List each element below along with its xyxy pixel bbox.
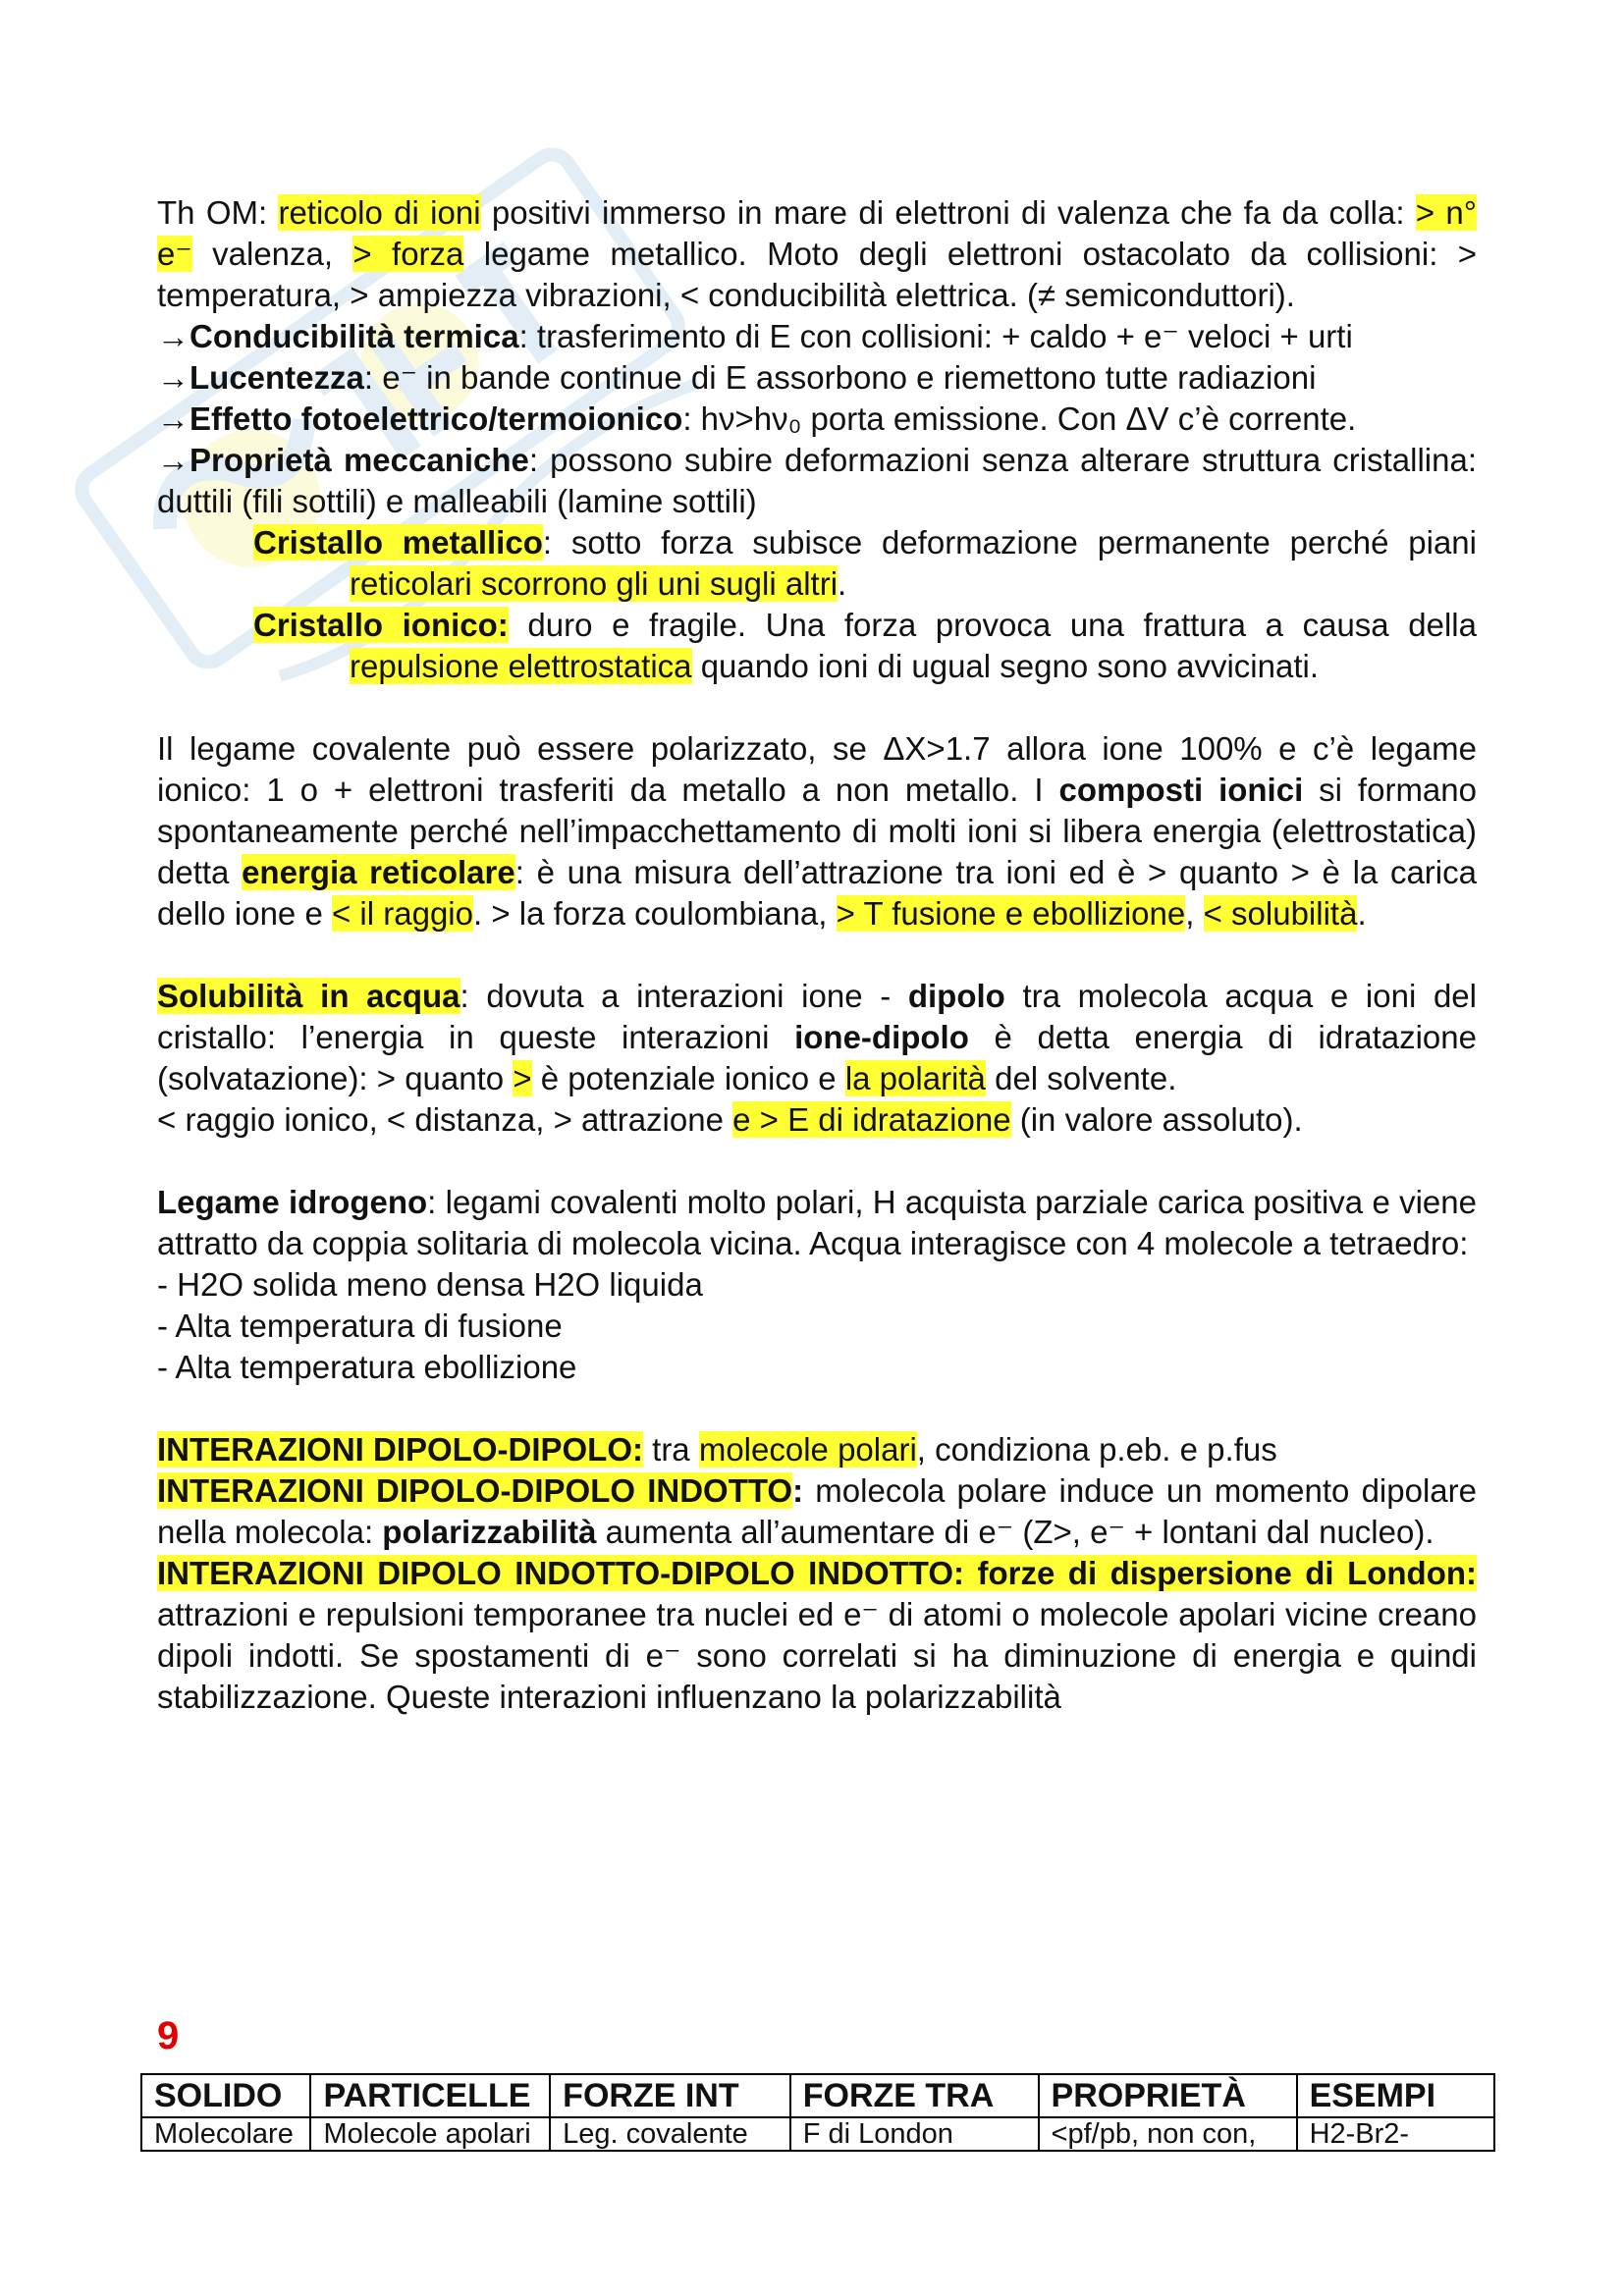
item-conducibilita: →Conducibilità termica: trasferimento di E con collisioni: + caldo + e⁻ veloci + urti — [157, 318, 1353, 354]
paragraph-solubilita: Solubilità in acqua: dovuta a interazioni ione - dipolo tra molecola acqua e ioni del cristallo: l’energia in queste interazioni ione-dipolo è detta energia di idratazione (solvatazione): > quanto > è potenziale ionico e la polarità del solvente. — [157, 978, 1477, 1096]
highlight: e > E di idratazione — [732, 1101, 1011, 1138]
highlight: energia reticolare — [242, 854, 515, 890]
highlight: : forze di dispersione di London: — [953, 1555, 1478, 1591]
list-item: - Alta temperatura di fusione — [157, 1308, 563, 1344]
table-cell: F di London — [790, 2117, 1039, 2151]
page-number: 9 — [157, 2014, 180, 2057]
item-proprieta-meccaniche: →Proprietà meccaniche: possono subire deformazioni senza alterare struttura cristallina: duttili (fili sottili) e malleabili (lamine sottili) — [157, 442, 1477, 519]
highlight: < il raggio — [331, 895, 473, 932]
arrow-icon: → — [157, 400, 189, 437]
highlight: Solubilità in acqua — [157, 978, 460, 1014]
highlight: > forza — [352, 236, 464, 272]
table-cell: Molecolare — [141, 2117, 310, 2151]
highlight: la polarità — [844, 1060, 986, 1096]
highlight: INTERAZIONI DIPOLO INDOTTO-DIPOLO INDOTTO — [157, 1555, 954, 1591]
arrow-icon: → — [157, 442, 189, 478]
highlight: > n° e⁻ — [157, 194, 1477, 272]
table-header: SOLIDO — [141, 2074, 310, 2117]
list-item: - Alta temperatura ebollizione — [157, 1349, 577, 1385]
paragraph-solubilita-2: < raggio ionico, < distanza, > attrazione e > E di idratazione (in valore assoluto). — [157, 1101, 1303, 1138]
highlight: INTERAZIONI DIPOLO-DIPOLO: — [157, 1431, 643, 1468]
table-header: PROPRIETÀ — [1039, 2074, 1297, 2117]
paragraph-legame-ionico: Il legame covalente può essere polarizzato, se ΔX>1.7 allora ione 100% e c’è legame ionico: 1 o + elettroni trasferiti da metallo a non metallo. I composti ionici si formano spontaneamente perché nell’impacchettamento di molti ioni si libera energia (elettrostatica) detta energia reticolare: è una misura dell’attrazione tra ioni ed è > quanto > è la carica dello ione e < il raggio. > la forza coulombiana, > T fusione e ebollizione, < solubilità. — [157, 730, 1477, 932]
table-cell: Leg. covalente — [550, 2117, 790, 2151]
table-header: FORZE TRA — [790, 2074, 1039, 2117]
paragraph-legame-idrogeno: Legame idrogeno: legami covalenti molto polari, H acquista parziale carica positiva e viene attratto da coppia solitaria di molecola vicina. Acqua interagisce con 4 molecole a tetraedro: — [157, 1184, 1477, 1261]
arrow-icon: → — [157, 318, 189, 354]
highlight: INTERAZIONI DIPOLO-DIPOLO INDOTTO — [157, 1472, 793, 1509]
list-item: - H2O solida meno densa H2O liquida — [157, 1266, 703, 1303]
table-header: PARTICELLE — [310, 2074, 550, 2117]
highlight: reticolo di ioni — [278, 194, 481, 231]
solids-table — [140, 2073, 1495, 2152]
highlight: Cristallo metallico — [253, 524, 543, 561]
item-effetto-fotoelettrico: →Effetto fotoelettrico/termoionico: hν>hν₀ porta emissione. Con ΔV c’è corrente. — [157, 400, 1357, 437]
highlight: < solubilità — [1203, 895, 1358, 932]
highlight: repulsione elettrostatica — [350, 648, 692, 684]
highlight: reticolari scorrono gli uni sugli altri — [350, 565, 839, 602]
table-cell: Molecole apolari — [310, 2117, 550, 2151]
paragraph-metal-bond: Th OM: reticolo di ioni positivi immerso in mare di elettroni di valenza che fa da colla: > n° e⁻ valenza, > forza legame metallico. Moto degli elettroni ostacolato da collisioni: > temperatura, > ampiezza vibrazioni, < conducibilità elettrica. (≠ semiconduttori). — [157, 194, 1477, 313]
table-cell: <pf/pb, non con, — [1039, 2117, 1297, 2151]
table-header: FORZE INT — [550, 2074, 790, 2117]
highlight: > T fusione e ebollizione — [836, 895, 1186, 932]
paragraph-dipolo-dipolo: INTERAZIONI DIPOLO-DIPOLO: tra molecole polari, condiziona p.eb. e p.fus — [157, 1431, 1277, 1468]
highlight: Cristallo ionico: — [253, 607, 509, 643]
highlight: molecole polari — [698, 1431, 917, 1468]
arrow-icon: → — [157, 359, 189, 396]
table-header: ESEMPI — [1297, 2074, 1494, 2117]
highlight: > — [513, 1060, 532, 1096]
table-row — [141, 2117, 1494, 2151]
page-content — [157, 192, 1477, 1718]
item-cristallo-metallico: Cristallo metallico: sotto forza subisce deformazione permanente perché piani reticolari scorrono gli uni sugli altri. — [253, 524, 1477, 602]
table-cell: H2-Br2- — [1297, 2117, 1494, 2151]
table-header-row — [141, 2074, 1494, 2117]
paragraph-dipolo-indotto: INTERAZIONI DIPOLO-DIPOLO INDOTTO: molecola polare induce un momento dipolare nella molecola: polarizzabilità aumenta all’aumentare di e⁻ (Z>, e⁻ + lontani dal nucleo). — [157, 1472, 1477, 1550]
item-lucentezza: →Lucentezza: e⁻ in bande continue di E assorbono e riemettono tutte radiazioni — [157, 359, 1317, 396]
paragraph-london: INTERAZIONI DIPOLO INDOTTO-DIPOLO INDOTTO: forze di dispersione di London: attrazioni e repulsioni temporanee tra nuclei ed e⁻ di atomi o molecole apolari vicine creano dipoli indotti. Se spostamenti di e⁻ sono correlati si ha diminuzione di energia e quindi stabilizzazione. Queste interazioni influenzano la polarizzabilità — [157, 1555, 1478, 1715]
item-cristallo-ionico: Cristallo ionico: duro e fragile. Una forza provoca una frattura a causa della repulsione elettrostatica quando ioni di ugual segno sono avvicinati. — [253, 607, 1477, 684]
